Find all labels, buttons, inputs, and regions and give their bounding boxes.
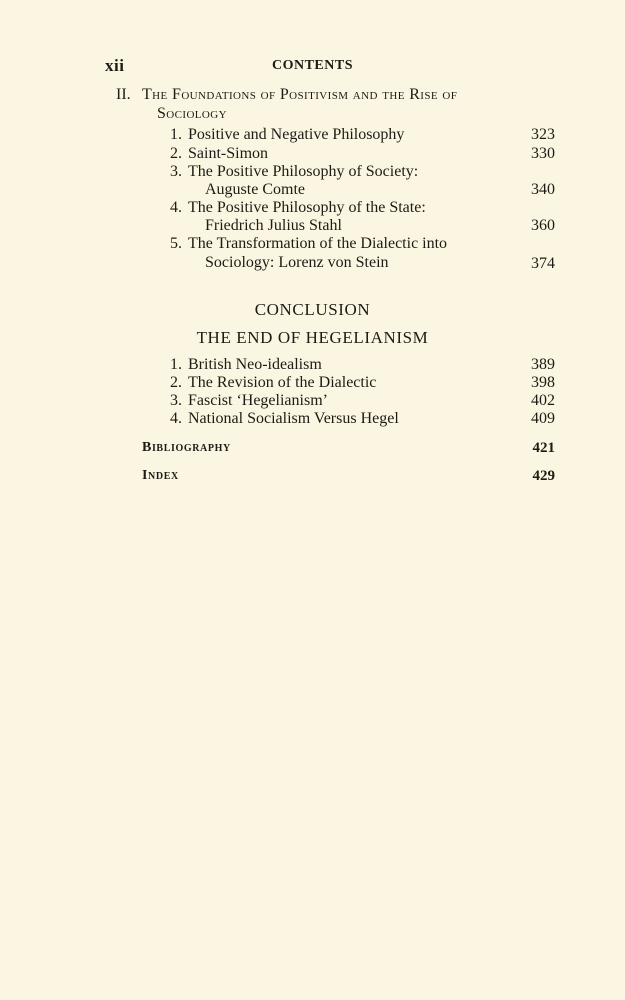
entry-title-continuation: Auguste Comte: [205, 181, 305, 198]
entry-page: 330: [531, 145, 555, 162]
entry-number: 2.: [170, 145, 182, 162]
entry-page: 409: [531, 410, 555, 427]
entry-title: British Neo-idealism: [188, 356, 322, 373]
entry-page: 360: [531, 217, 555, 234]
entry-number: 1.: [170, 126, 182, 143]
entry-number: 4.: [170, 199, 182, 216]
entry-title-continuation: Sociology: Lorenz von Stein: [205, 254, 389, 271]
entry-title: The Positive Philosophy of the State:: [188, 199, 426, 216]
index-label: Index: [142, 468, 179, 483]
part-numeral: II.: [116, 86, 131, 103]
entry-title: Saint-Simon: [188, 145, 269, 162]
conclusion-subheading: THE END OF HEGELIANISM: [196, 328, 429, 347]
entry-title: The Transformation of the Dialectic into: [188, 235, 448, 252]
entry-title: The Revision of the Dialectic: [188, 374, 377, 391]
entry-number: 5.: [170, 235, 182, 252]
part-title-line1: The Foundations of Positivism and the Rise of: [142, 86, 458, 103]
entry-number: 3.: [170, 163, 182, 180]
entry-page: 398: [531, 374, 555, 391]
entry-number: 3.: [170, 392, 182, 409]
entry-number: 2.: [170, 374, 182, 391]
entry-title: Fascist ‘Hegelianism’: [188, 392, 328, 409]
entry-page: 389: [531, 356, 555, 373]
conclusion-heading: CONCLUSION: [254, 300, 371, 319]
part-title-line2: Sociology: [157, 105, 227, 122]
entry-page: 340: [531, 181, 555, 198]
running-title: CONTENTS: [271, 58, 354, 73]
entry-title: Positive and Negative Philosophy: [188, 126, 405, 143]
entry-page: 402: [531, 392, 555, 409]
bibliography-page: 421: [532, 440, 555, 456]
entry-page: 374: [531, 255, 555, 272]
entry-number: 4.: [170, 410, 182, 427]
bibliography-label: Bibliography: [142, 440, 231, 455]
entry-title: National Socialism Versus Hegel: [188, 410, 399, 427]
page-number: xii: [105, 56, 125, 75]
entry-number: 1.: [170, 356, 182, 373]
entry-title: The Positive Philosophy of Society:: [188, 163, 419, 180]
entry-page: 323: [531, 126, 555, 143]
entry-title-continuation: Friedrich Julius Stahl: [205, 217, 342, 234]
index-page: 429: [532, 468, 555, 484]
